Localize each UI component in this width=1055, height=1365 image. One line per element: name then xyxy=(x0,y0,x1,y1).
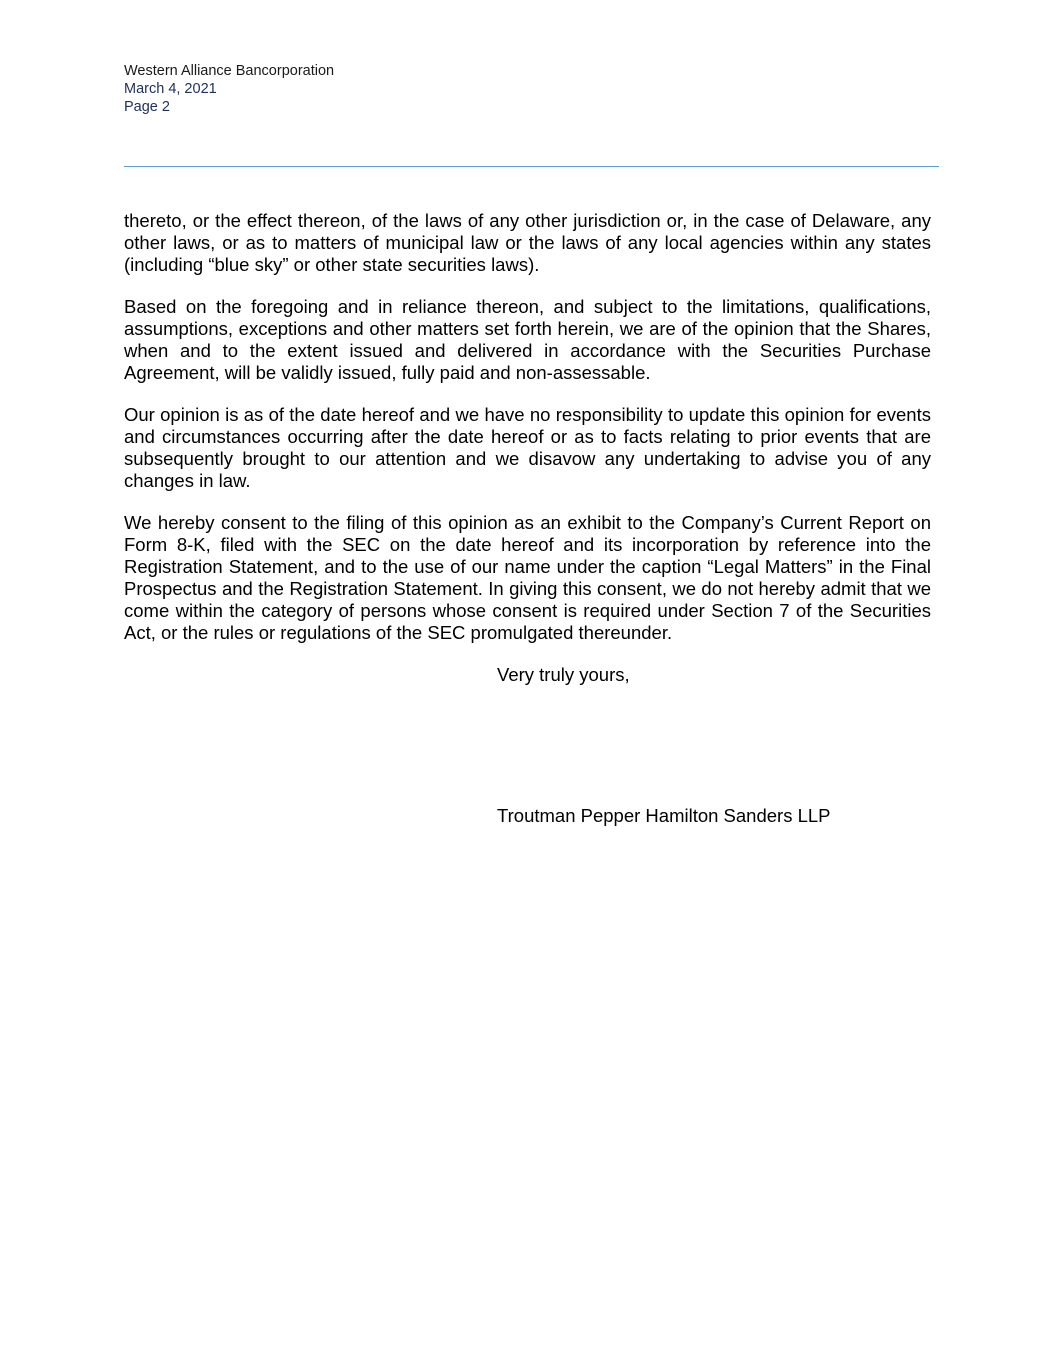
header-company: Western Alliance Bancorporation xyxy=(124,63,335,79)
signature-firm-name: Troutman Pepper Hamilton Sanders LLP xyxy=(497,805,831,826)
letter-body xyxy=(124,210,931,664)
paragraph: Our opinion is as of the date hereof and we have no responsibility to update this opinion for events and circumstances occurring after the date hereof or as to facts relating to prior events that are subsequently brought to our attention and we disavow any undertaking to advise you of any changes in law. xyxy=(124,404,931,491)
closing-salutation: Very truly yours, xyxy=(497,664,630,685)
paragraph: thereto, or the effect thereon, of the laws of any other jurisdiction or, in the case of Delaware, any other laws, or as to matters of municipal law or the laws of any local agencies within any states (including “blue sky” or other state securities laws). xyxy=(124,210,931,275)
paragraph: Based on the foregoing and in reliance thereon, and subject to the limitations, qualifications, assumptions, exceptions and other matters set forth herein, we are of the opinion that the Shares, when and to the extent issued and delivered in accordance with the Securities Purchase Agreement, will be validly issued, fully paid and non-assessable. xyxy=(124,296,931,383)
header-date: March 4, 2021 xyxy=(124,81,217,97)
header-divider xyxy=(124,166,939,167)
header-page-number: Page 2 xyxy=(124,99,170,115)
letter-header xyxy=(124,62,334,116)
paragraph: We hereby consent to the filing of this opinion as an exhibit to the Company’s Current Report on Form 8-K, filed with the SEC on the date hereof and its incorporation by reference into the Registration Statement, and to the use of our name under the caption “Legal Matters” in the Final Prospectus and the Registration Statement. In giving this consent, we do not hereby admit that we come within the category of persons whose consent is required under Section 7 of the Securities Act, or the rules or regulations of the SEC promulgated thereunder. xyxy=(124,512,931,643)
